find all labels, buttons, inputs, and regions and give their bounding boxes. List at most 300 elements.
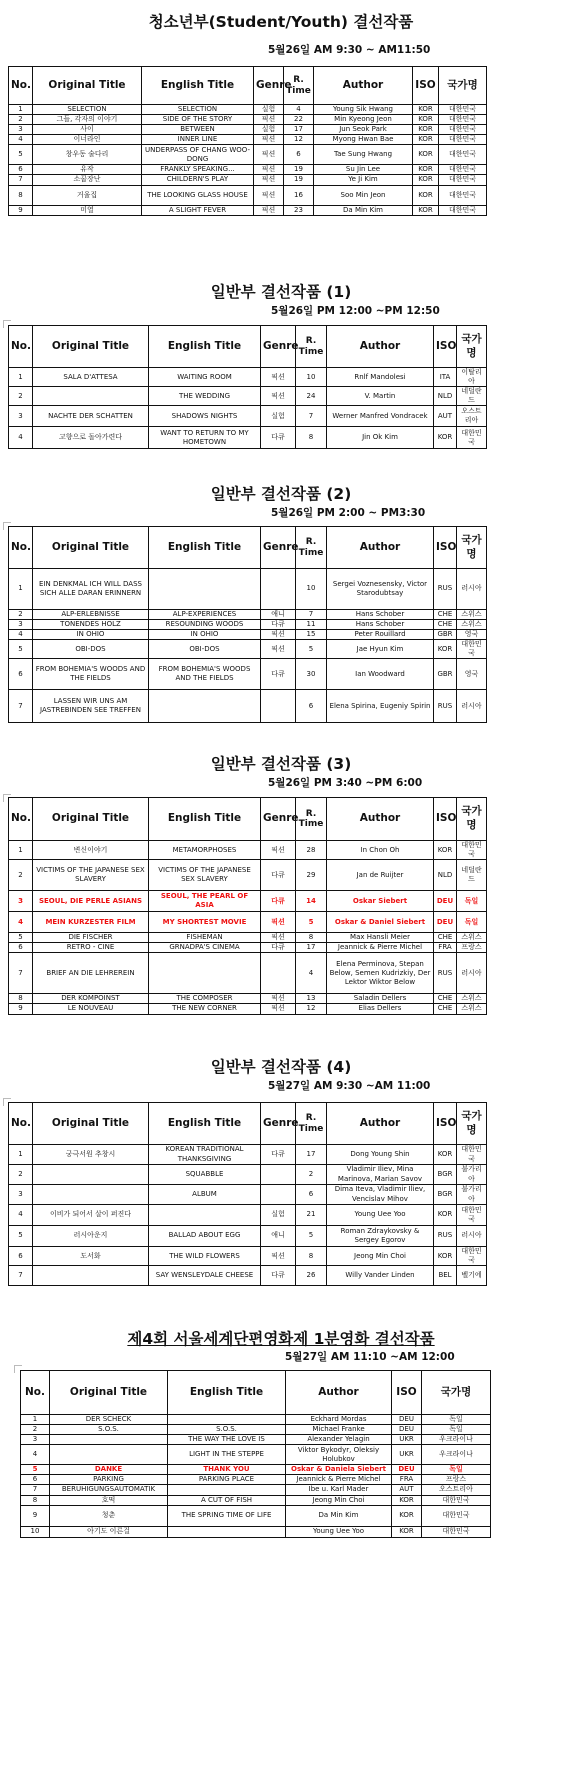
cell-rtime: 10 <box>296 569 327 610</box>
cell-no: 4 <box>9 630 33 640</box>
cell-original: BERUHIGUNGSAUTOMATIK <box>50 1485 168 1495</box>
section-title: 청소년부(Student/Youth) 결선작품 <box>148 13 414 31</box>
cell-english: WAITING ROOM <box>149 368 261 387</box>
cell-original: 아기도 이른걸 <box>50 1526 168 1537</box>
header-english: English Title <box>149 326 261 368</box>
cell-iso: RUS <box>434 1226 457 1247</box>
cell-genre: 다큐 <box>261 659 296 690</box>
cell-nation: 대한민국 <box>439 105 487 115</box>
cell-english: METAMORPHOSES <box>149 841 261 860</box>
table-row <box>9 912 487 933</box>
cell-no: 9 <box>9 205 33 215</box>
header-original: Original Title <box>33 798 149 841</box>
cell-original: DER SCHECK <box>50 1415 168 1425</box>
header-genre: Genre <box>261 1103 296 1145</box>
cell-iso: ITA <box>434 368 457 387</box>
header-genre: Genre <box>261 527 296 569</box>
cell-no: 1 <box>9 368 33 387</box>
section-time: 5월26일 PM 12:00 ~PM 12:50 <box>271 305 440 317</box>
cell-author: Elena Spirina, Eugeniy Spirin <box>327 690 434 723</box>
cell-no: 3 <box>9 620 33 630</box>
cell-author: V. Martin <box>327 387 434 406</box>
cell-english: S.O.S. <box>168 1425 286 1435</box>
header-rtime-line2: Time <box>298 547 324 558</box>
cell-english: MY SHORTEST MOVIE <box>149 912 261 933</box>
cell-iso: NLD <box>434 387 457 406</box>
table-row <box>21 1475 491 1485</box>
table-row <box>9 1266 487 1286</box>
cell-original <box>33 1165 149 1185</box>
cell-original: MEIN KURZESTER FILM <box>33 912 149 933</box>
cell-author: Jan de Ruijter <box>327 860 434 891</box>
cell-no: 2 <box>9 387 33 406</box>
section-title: 일반부 결선작품 (3) <box>210 755 352 773</box>
cell-rtime: 24 <box>296 387 327 406</box>
section-time: 5월27일 AM 9:30 ~AM 11:00 <box>268 1080 431 1092</box>
cell-genre: 실험 <box>254 105 284 115</box>
table-row <box>21 1415 491 1425</box>
cell-author: Hans Schober <box>327 620 434 630</box>
cell-rtime: 19 <box>284 165 314 175</box>
header-original: Original Title <box>33 67 142 105</box>
cell-original: 소꿉장난 <box>33 175 142 185</box>
cell-rtime: 7 <box>296 406 327 427</box>
cell-nation: 대한민국 <box>439 135 487 145</box>
cell-english <box>149 1205 261 1226</box>
entries-table <box>8 325 487 449</box>
table-row <box>9 406 487 427</box>
cell-nation: 우크라이나 <box>422 1435 491 1445</box>
header-nation: 국가명 <box>457 527 487 569</box>
cell-iso: UKR <box>392 1435 422 1445</box>
cell-rtime: 7 <box>296 610 327 620</box>
cell-no: 3 <box>9 125 33 135</box>
table-row <box>9 205 487 215</box>
cell-english <box>168 1485 286 1495</box>
cell-no: 3 <box>9 406 33 427</box>
table-row <box>9 368 487 387</box>
cell-english: RESOUNDING WOODS <box>149 620 261 630</box>
table-row <box>9 953 487 994</box>
cell-author: Vladimir Iliev, Mina Marinova, Marian Savov <box>327 1165 434 1185</box>
cell-original: IN OHIO <box>33 630 149 640</box>
cell-english: SAY WENSLEYDALE CHEESE <box>149 1266 261 1286</box>
cell-iso: NLD <box>434 860 457 891</box>
cell-original: 사이 <box>33 125 142 135</box>
cell-original: 청춘 <box>50 1505 168 1526</box>
cell-genre: 다큐 <box>261 943 296 953</box>
cell-author: Tae Sung Hwang <box>314 145 413 165</box>
cell-iso: KOR <box>392 1495 422 1505</box>
cell-english: THE WEDDING <box>149 387 261 406</box>
cell-genre: 픽션 <box>254 185 284 205</box>
table-row <box>9 175 487 185</box>
cell-english: GRNADPA'S CINEMA <box>149 943 261 953</box>
cell-author: Oskar & Daniel Siebert <box>327 912 434 933</box>
header-nation: 국가명 <box>457 1103 487 1145</box>
cell-rtime: 17 <box>296 943 327 953</box>
cell-nation: 프랑스 <box>457 943 487 953</box>
cell-nation: 독일 <box>422 1465 491 1475</box>
cell-rtime: 6 <box>296 690 327 723</box>
cell-iso: KOR <box>413 125 439 135</box>
cell-english: IN OHIO <box>149 630 261 640</box>
cell-genre: 픽션 <box>261 1247 296 1266</box>
cell-author: Jeong Min Choi <box>327 1247 434 1266</box>
cell-no: 2 <box>9 610 33 620</box>
cell-author: Oskar Siebert <box>327 891 434 912</box>
table-row <box>9 125 487 135</box>
cell-original: 고향으로 돌아가련다 <box>33 427 149 449</box>
section-title: 일반부 결선작품 (1) <box>210 283 352 301</box>
cell-no: 7 <box>9 953 33 994</box>
cell-iso: DEU <box>392 1425 422 1435</box>
cell-genre <box>261 953 296 994</box>
table-row <box>21 1485 491 1495</box>
entries-table <box>8 1102 487 1286</box>
cell-genre <box>261 1165 296 1185</box>
cell-nation: 대한민국 <box>439 205 487 215</box>
section-title: 제4회 서울세계단편영화제 1분영화 결선작품 <box>127 1330 435 1348</box>
cell-nation: 오스트리아 <box>457 406 487 427</box>
cell-original: SALA D'ATTESA <box>33 368 149 387</box>
cell-no: 7 <box>9 1266 33 1286</box>
cell-iso: DEU <box>434 891 457 912</box>
cell-author: Su Jin Lee <box>314 165 413 175</box>
cell-iso: FRA <box>434 943 457 953</box>
header-iso: ISO <box>434 798 457 841</box>
cell-original: 그들, 각자의 이야기 <box>33 115 142 125</box>
cell-author: Dima Iteva, Vladimir Iliev, Vencislav Mihov <box>327 1185 434 1205</box>
cell-no: 4 <box>9 427 33 449</box>
cell-rtime: 8 <box>296 1247 327 1266</box>
cell-english: SHADOWS NIGHTS <box>149 406 261 427</box>
cell-original: 궁극서원 추창시 <box>33 1145 149 1165</box>
cell-genre: 픽션 <box>254 165 284 175</box>
header-iso: ISO <box>392 1371 422 1415</box>
cell-no: 9 <box>9 1004 33 1014</box>
cell-nation: 불가리아 <box>457 1185 487 1205</box>
cell-english: BETWEEN <box>142 125 254 135</box>
cell-iso: KOR <box>413 105 439 115</box>
cell-rtime: 16 <box>284 185 314 205</box>
cell-original: 거울집 <box>33 185 142 205</box>
cell-genre: 다큐 <box>261 1266 296 1286</box>
section-title: 일반부 결선작품 (4) <box>210 1058 352 1076</box>
cell-rtime: 12 <box>296 1004 327 1014</box>
cell-nation: 독일 <box>457 912 487 933</box>
cell-genre: 픽션 <box>261 912 296 933</box>
cell-nation: 스위스 <box>457 1004 487 1014</box>
cell-iso: KOR <box>434 427 457 449</box>
cell-no: 2 <box>9 860 33 891</box>
cell-nation: 벨기에 <box>457 1266 487 1286</box>
cell-author: Rnlf Mandolesi <box>327 368 434 387</box>
cell-author: Ian Woodward <box>327 659 434 690</box>
cell-nation: 대한민국 <box>439 145 487 165</box>
cell-author: Oskar & Daniela Siebert <box>286 1465 392 1475</box>
cell-author: Viktor Bykodyr, Oleksiy Holubkov <box>286 1445 392 1465</box>
cell-no: 3 <box>9 1185 33 1205</box>
cell-nation: 러시아 <box>457 953 487 994</box>
cell-nation: 독일 <box>457 891 487 912</box>
cell-genre: 다큐 <box>261 427 296 449</box>
cell-original: 이비가 되어서 살이 퍼진다 <box>33 1205 149 1226</box>
cell-rtime: 5 <box>296 640 327 659</box>
header-author: Author <box>327 527 434 569</box>
cell-author: Werner Manfred Vondracek <box>327 406 434 427</box>
table-row <box>9 1226 487 1247</box>
cell-original <box>33 387 149 406</box>
cell-english: VICTIMS OF THE JAPANESE SEX SLAVERY <box>149 860 261 891</box>
cell-nation: 영국 <box>457 659 487 690</box>
cell-english: ALP-EXPERIENCES <box>149 610 261 620</box>
header-iso: ISO <box>434 527 457 569</box>
table-row <box>9 620 487 630</box>
cell-iso: KOR <box>434 1145 457 1165</box>
cell-english: THANK YOU <box>168 1465 286 1475</box>
cell-nation: 러시아 <box>457 690 487 723</box>
table-row <box>9 1165 487 1185</box>
cell-author: Elena Perminova, Stepan Below, Semen Kudrizkiy, Der Lektor Wiktor Below <box>327 953 434 994</box>
cell-iso: KOR <box>392 1526 422 1537</box>
cell-nation: 스위스 <box>457 610 487 620</box>
cell-rtime: 14 <box>296 891 327 912</box>
table-row <box>9 387 487 406</box>
entries-table <box>8 66 487 216</box>
cell-original: 창우동 술다리 <box>33 145 142 165</box>
table-row <box>9 1205 487 1226</box>
cell-iso: KOR <box>434 841 457 860</box>
entries-table <box>8 797 487 1015</box>
cell-iso: BGR <box>434 1185 457 1205</box>
header-rtime-line2: Time <box>298 819 324 829</box>
cell-original: FROM BOHEMIA'S WOODS AND THE FIELDS <box>33 659 149 690</box>
header-rtime-line2: Time <box>298 1123 324 1134</box>
cell-english: A CUT OF FISH <box>168 1495 286 1505</box>
cell-genre: 다큐 <box>261 1145 296 1165</box>
table-row <box>9 841 487 860</box>
cell-original: RETRO - CINE <box>33 943 149 953</box>
cell-genre: 픽션 <box>254 135 284 145</box>
cell-genre: 픽션 <box>261 630 296 640</box>
cell-rtime: 30 <box>296 659 327 690</box>
cell-english <box>168 1526 286 1537</box>
cell-no: 7 <box>21 1485 50 1495</box>
cell-no: 4 <box>9 912 33 933</box>
header-author: Author <box>327 1103 434 1145</box>
cell-no: 6 <box>9 1247 33 1266</box>
cell-author: Min Kyeong Jeon <box>314 115 413 125</box>
entries-table <box>8 526 487 723</box>
cell-genre: 애니 <box>261 610 296 620</box>
cell-nation: 러시아 <box>457 1226 487 1247</box>
header-rtime <box>296 326 327 368</box>
cell-iso: DEU <box>392 1465 422 1475</box>
cell-genre: 실험 <box>261 1205 296 1226</box>
cell-english: THE SPRING TIME OF LIFE <box>168 1505 286 1526</box>
table-row <box>9 135 487 145</box>
cell-author: Dong Young Shin <box>327 1145 434 1165</box>
cell-rtime: 5 <box>296 1226 327 1247</box>
table-row <box>9 1185 487 1205</box>
cell-author: Saladin Dellers <box>327 994 434 1004</box>
header-no: No. <box>9 67 33 105</box>
cell-author: Soo Min Jeon <box>314 185 413 205</box>
cell-iso: KOR <box>392 1505 422 1526</box>
cell-english: THE NEW CORNER <box>149 1004 261 1014</box>
cell-nation: 러시아 <box>457 569 487 610</box>
cell-english: THE WILD FLOWERS <box>149 1247 261 1266</box>
cell-nation: 스위스 <box>457 994 487 1004</box>
cell-english: ALBUM <box>149 1185 261 1205</box>
cell-author: Jeannick & Pierre Michel <box>286 1475 392 1485</box>
cell-original: TONENDES HOLZ <box>33 620 149 630</box>
cell-original: EIN DENKMAL ICH WILL DASS SICH ALLE DARAN ERINNERN <box>33 569 149 610</box>
cell-rtime: 11 <box>296 620 327 630</box>
table-row <box>9 1004 487 1014</box>
cell-nation: 대한민국 <box>422 1495 491 1505</box>
cell-english: SIDE OF THE STORY <box>142 115 254 125</box>
cell-iso: KOR <box>434 640 457 659</box>
cell-no: 4 <box>9 135 33 145</box>
cell-iso: KOR <box>413 135 439 145</box>
cell-english: THE WAY THE LOVE IS <box>168 1435 286 1445</box>
header-iso: ISO <box>434 1103 457 1145</box>
cell-genre: 다큐 <box>261 891 296 912</box>
cell-original: LE NOUVEAU <box>33 1004 149 1014</box>
cell-nation: 프랑스 <box>422 1475 491 1485</box>
header-iso: ISO <box>413 67 439 105</box>
cell-author: Hans Schober <box>327 610 434 620</box>
cell-no: 1 <box>9 1145 33 1165</box>
cell-genre: 실험 <box>254 125 284 135</box>
table-row <box>9 569 487 610</box>
cell-author: Michael Franke <box>286 1425 392 1435</box>
cell-nation: 대한민국 <box>422 1526 491 1537</box>
header-rtime-line2: Time <box>298 346 324 357</box>
cell-iso: UKR <box>392 1445 422 1465</box>
cell-nation: 대한민국 <box>457 841 487 860</box>
cell-genre: 실험 <box>261 406 296 427</box>
cell-rtime: 12 <box>284 135 314 145</box>
cell-original <box>33 1185 149 1205</box>
header-genre: Genre <box>261 798 296 841</box>
cell-iso: BEL <box>434 1266 457 1286</box>
table-row <box>9 690 487 723</box>
section-time: 5월26일 PM 3:40 ~PM 6:00 <box>268 777 423 789</box>
cell-nation: 대한민국 <box>457 640 487 659</box>
cell-genre: 픽션 <box>261 1004 296 1014</box>
cell-english: FROM BOHEMIA'S WOODS AND THE FIELDS <box>149 659 261 690</box>
cell-iso: RUS <box>434 690 457 723</box>
table-row <box>21 1425 491 1435</box>
cell-original <box>50 1445 168 1465</box>
cell-no: 6 <box>9 659 33 690</box>
cell-author: Jeannick & Pierre Michel <box>327 943 434 953</box>
header-english: English Title <box>149 798 261 841</box>
cell-author: Eckhard Mordas <box>286 1415 392 1425</box>
cell-original: NACHTE DER SCHATTEN <box>33 406 149 427</box>
cell-no: 2 <box>21 1425 50 1435</box>
table-row <box>21 1435 491 1445</box>
entries-table <box>20 1370 491 1538</box>
cell-rtime: 8 <box>296 933 327 943</box>
header-author: Author <box>314 67 413 105</box>
table-row <box>9 994 487 1004</box>
cell-iso: CHE <box>434 1004 457 1014</box>
table-row <box>21 1445 491 1465</box>
cell-author: Elias Dellers <box>327 1004 434 1014</box>
cell-english: A SLIGHT FEVER <box>142 205 254 215</box>
cell-no: 5 <box>9 1226 33 1247</box>
header-english: English Title <box>142 67 254 105</box>
cell-no: 5 <box>9 145 33 165</box>
header-english: English Title <box>149 1103 261 1145</box>
cell-rtime: 21 <box>296 1205 327 1226</box>
cell-no: 5 <box>9 933 33 943</box>
cell-no: 10 <box>21 1526 50 1537</box>
header-iso: ISO <box>434 326 457 368</box>
cell-nation: 스위스 <box>457 620 487 630</box>
cell-iso: KOR <box>413 165 439 175</box>
header-no: No. <box>9 798 33 841</box>
cell-iso: CHE <box>434 994 457 1004</box>
cell-iso: KOR <box>434 1247 457 1266</box>
cell-no: 5 <box>21 1465 50 1475</box>
cell-original: DIE FISCHER <box>33 933 149 943</box>
cell-iso: KOR <box>413 185 439 205</box>
cell-english: OBI-DOS <box>149 640 261 659</box>
cell-english: KOREAN TRADITIONAL THANKSGIVING <box>149 1145 261 1165</box>
cell-nation: 네덜란드 <box>457 860 487 891</box>
cell-genre: 픽션 <box>261 640 296 659</box>
cell-rtime: 8 <box>296 427 327 449</box>
cell-iso: KOR <box>413 175 439 185</box>
table-row <box>9 1247 487 1266</box>
table-row <box>9 860 487 891</box>
header-author: Author <box>286 1371 392 1415</box>
cell-rtime: 26 <box>296 1266 327 1286</box>
cell-rtime: 22 <box>284 115 314 125</box>
cell-author: In Chon Oh <box>327 841 434 860</box>
cell-original: ALP-ERLEBNISSE <box>33 610 149 620</box>
cell-original: 도서화 <box>33 1247 149 1266</box>
cell-author: Ibe u. Karl Mader <box>286 1485 392 1495</box>
cell-nation: 영국 <box>457 630 487 640</box>
header-nation: 국가명 <box>457 798 487 841</box>
table-row <box>21 1505 491 1526</box>
cell-no: 3 <box>9 891 33 912</box>
cell-iso: RUS <box>434 569 457 610</box>
cell-no: 4 <box>21 1445 50 1465</box>
cell-english: UNDERPASS OF CHANG WOO-DONG <box>142 145 254 165</box>
header-no: No. <box>9 326 33 368</box>
cell-genre: 픽션 <box>261 933 296 943</box>
cell-author: Roman Zdraykovsky & Sergey Egorov <box>327 1226 434 1247</box>
cell-nation: 대한민국 <box>422 1505 491 1526</box>
header-rtime-line1: R. <box>305 537 317 548</box>
cell-genre: 픽션 <box>254 175 284 185</box>
table-row <box>9 659 487 690</box>
cell-author: Myong Hwan Bae <box>314 135 413 145</box>
cell-author: Young Sik Hwang <box>314 105 413 115</box>
cell-no: 4 <box>9 1205 33 1226</box>
cell-english: LIGHT IN THE STEPPE <box>168 1445 286 1465</box>
cell-iso: KOR <box>413 115 439 125</box>
cell-author: Jeong Min Choi <box>286 1495 392 1505</box>
cell-original: 호떡 <box>50 1495 168 1505</box>
